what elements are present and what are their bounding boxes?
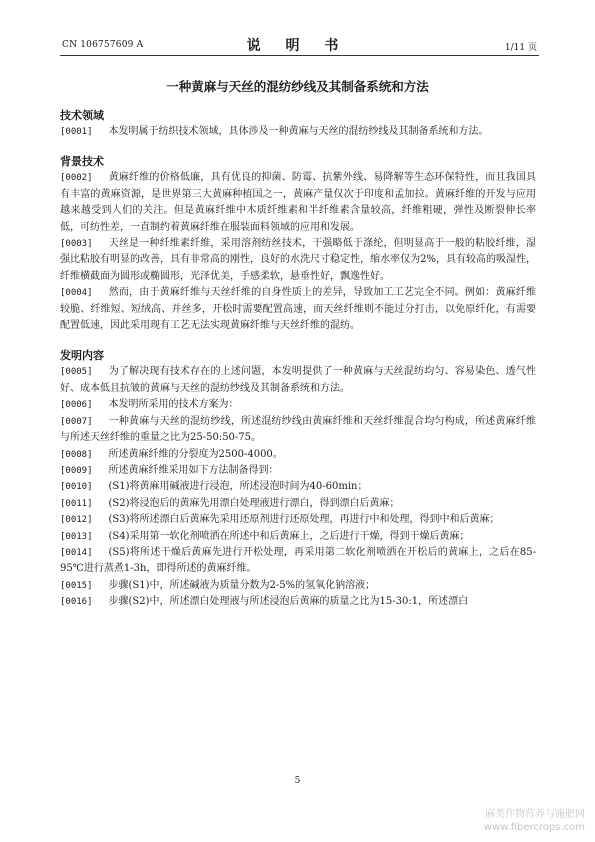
page-indicator: 1/11 页 <box>504 43 537 53</box>
paragraph-text: 然而，由于黄麻纤维与天丝纤维的自身性质上的差异，导致加工工艺完全不同。例如：黄麻纤维较脆、纤维短、短绒高、并丝多，开松时需要配置高速，而天丝纤维则不能过分打击，以免原纤化，有需要配置低速，因此采用现有工艺无法实现黄麻纤维与天丝纤维的混纺。 <box>60 287 536 332</box>
paragraph-text: 所述黄麻纤维的分裂度为2500-4000。 <box>108 448 283 460</box>
paragraph-number: [0003] <box>60 239 93 250</box>
paragraph-number: [0008] <box>60 449 93 460</box>
paragraph-text: 黄麻纤维的价格低廉，具有优良的抑菌、防霉、抗紫外线、易降解等生态环保特性，而且我国具有丰富的黄麻资源，是世界第三大黄麻种植国之一，黄麻产量仅次于印度和孟加拉。黄麻纤维的开发与应用越来越受到人们的关注。但是黄麻纤维中木质纤维素和半纤维素含量较高，纤维粗硬，弹性及断裂伸长率低，可纺性差，一直制约着黄麻纤维在服装面料领域的应用和发展。 <box>60 172 536 233</box>
paragraph <box>60 414 536 447</box>
paragraph-text: 本发明属于纺织技术领域，具体涉及一种黄麻与天丝的混纺纱线及其制备系统和方法。 <box>108 126 489 137</box>
paragraph <box>60 496 536 512</box>
paragraph-text: 一种黄麻与天丝的混纺纱线，所述混纺纱线由黄麻纤维和天丝纤维混合均匀构成，所述黄麻纤维与所述天丝纤维的重量之比为25-50:50-75。 <box>60 415 536 444</box>
paragraph <box>60 463 536 479</box>
paragraph-text: (S4)采用第一软化剂喷洒在所述中和后黄麻上，之后进行干燥，得到干燥后黄麻； <box>108 530 470 542</box>
paragraph <box>60 236 536 285</box>
page-number: 5 <box>294 776 301 786</box>
paragraph-text: 步骤(S2)中，所述漂白处理液与所述浸泡后黄麻的质量之比为15-30:1，所述漂白 <box>108 596 469 608</box>
paragraph-text: 所述黄麻纤维采用如下方法制备得到： <box>108 464 279 476</box>
header-title: 说 明 书 <box>246 38 349 54</box>
paragraph <box>60 124 536 140</box>
paragraph <box>60 397 536 413</box>
paragraph-text: 为了解决现有技术存在的上述问题，本发明提供了一种黄麻与天丝混纺均匀、容易染色、透气性好、成本低且抗皱的黄麻与天丝的混纺纱线及其制备系统和方法。 <box>60 366 536 394</box>
paragraph <box>60 364 536 397</box>
paragraph <box>60 170 536 236</box>
paragraph-number: [0012] <box>60 515 93 526</box>
header-divider <box>60 55 539 56</box>
paragraph-number: [0004] <box>60 288 93 299</box>
paragraph <box>60 529 536 545</box>
paragraph-number: [0010] <box>60 482 93 493</box>
paragraph-number: [0001] <box>60 127 93 137</box>
section-title-summary: 发明内容 <box>60 349 104 363</box>
paragraph-number: [0015] <box>60 580 93 591</box>
paragraph-text: (S3)将所述漂白后黄麻先采用还原剂进行还原处理，再进行中和处理，得到中和后黄麻； <box>108 514 500 526</box>
paragraph <box>60 594 536 610</box>
paragraph-number: [0009] <box>60 465 93 476</box>
paragraph-number: [0016] <box>60 597 93 608</box>
paragraph-number: [0002] <box>60 173 93 184</box>
watermark <box>484 808 585 834</box>
paragraph-text: 天丝是一种纤维素纤维，采用溶剂纺丝技术，干强略低于涤纶，但明显高于一般的粘胶纤维，湿强比粘胶有明显的改善，具有非常高的刚性，良好的水洗尺寸稳定性，缩水率仅为2%，具有较高的吸湿性，纤维横截面为圆形或椭圆形，光泽优美，手感柔软，悬垂性好，飘逸性好。 <box>60 238 536 282</box>
paragraph <box>60 447 536 463</box>
paragraph <box>60 479 536 495</box>
document-title: 一种黄麻与天丝的混纺纱线及其制备系统和方法 <box>166 79 429 94</box>
paragraph <box>60 578 536 594</box>
paragraph-number: [0014] <box>60 547 93 558</box>
watermark-url: www.fibercrops.com <box>483 822 585 833</box>
page-header <box>0 0 595 60</box>
paragraph-text: 步骤(S1)中，所述碱液为质量分数为2-5%的氢氧化钠溶液； <box>108 579 376 591</box>
paragraph <box>60 545 536 578</box>
patent-number: CN 106757609 A <box>62 40 144 50</box>
watermark-line: 麻类作物营养与施肥网 <box>485 809 585 820</box>
section-title-technical-field: 技术领域 <box>60 109 104 122</box>
paragraph-number: [0013] <box>60 531 93 542</box>
paragraph-text: (S1)将黄麻用碱液进行浸泡，所述浸泡时间为40-60min； <box>108 481 368 493</box>
paragraph <box>60 512 536 528</box>
paragraph <box>60 285 536 334</box>
section-title-background: 背景技术 <box>60 155 104 169</box>
paragraph-number: [0005] <box>60 367 93 378</box>
paragraph-text: (S5)将所述干燥后黄麻先进行开松处理，再采用第二软化剂喷洒在开松后的黄麻上，之后在85-95℃进行蒸煮1-3h，即得所述的黄麻纤维。 <box>60 546 536 575</box>
document-body <box>60 108 536 611</box>
paragraph-text: (S2)将浸泡后的黄麻先用漂白处理液进行漂白，得到漂白后黄麻； <box>108 497 400 509</box>
paragraph-number: [0007] <box>60 416 93 427</box>
paragraph-text: 本发明所采用的技术方案为： <box>108 399 239 411</box>
paragraph-number: [0011] <box>60 498 93 509</box>
paragraph-number: [0006] <box>60 400 93 411</box>
